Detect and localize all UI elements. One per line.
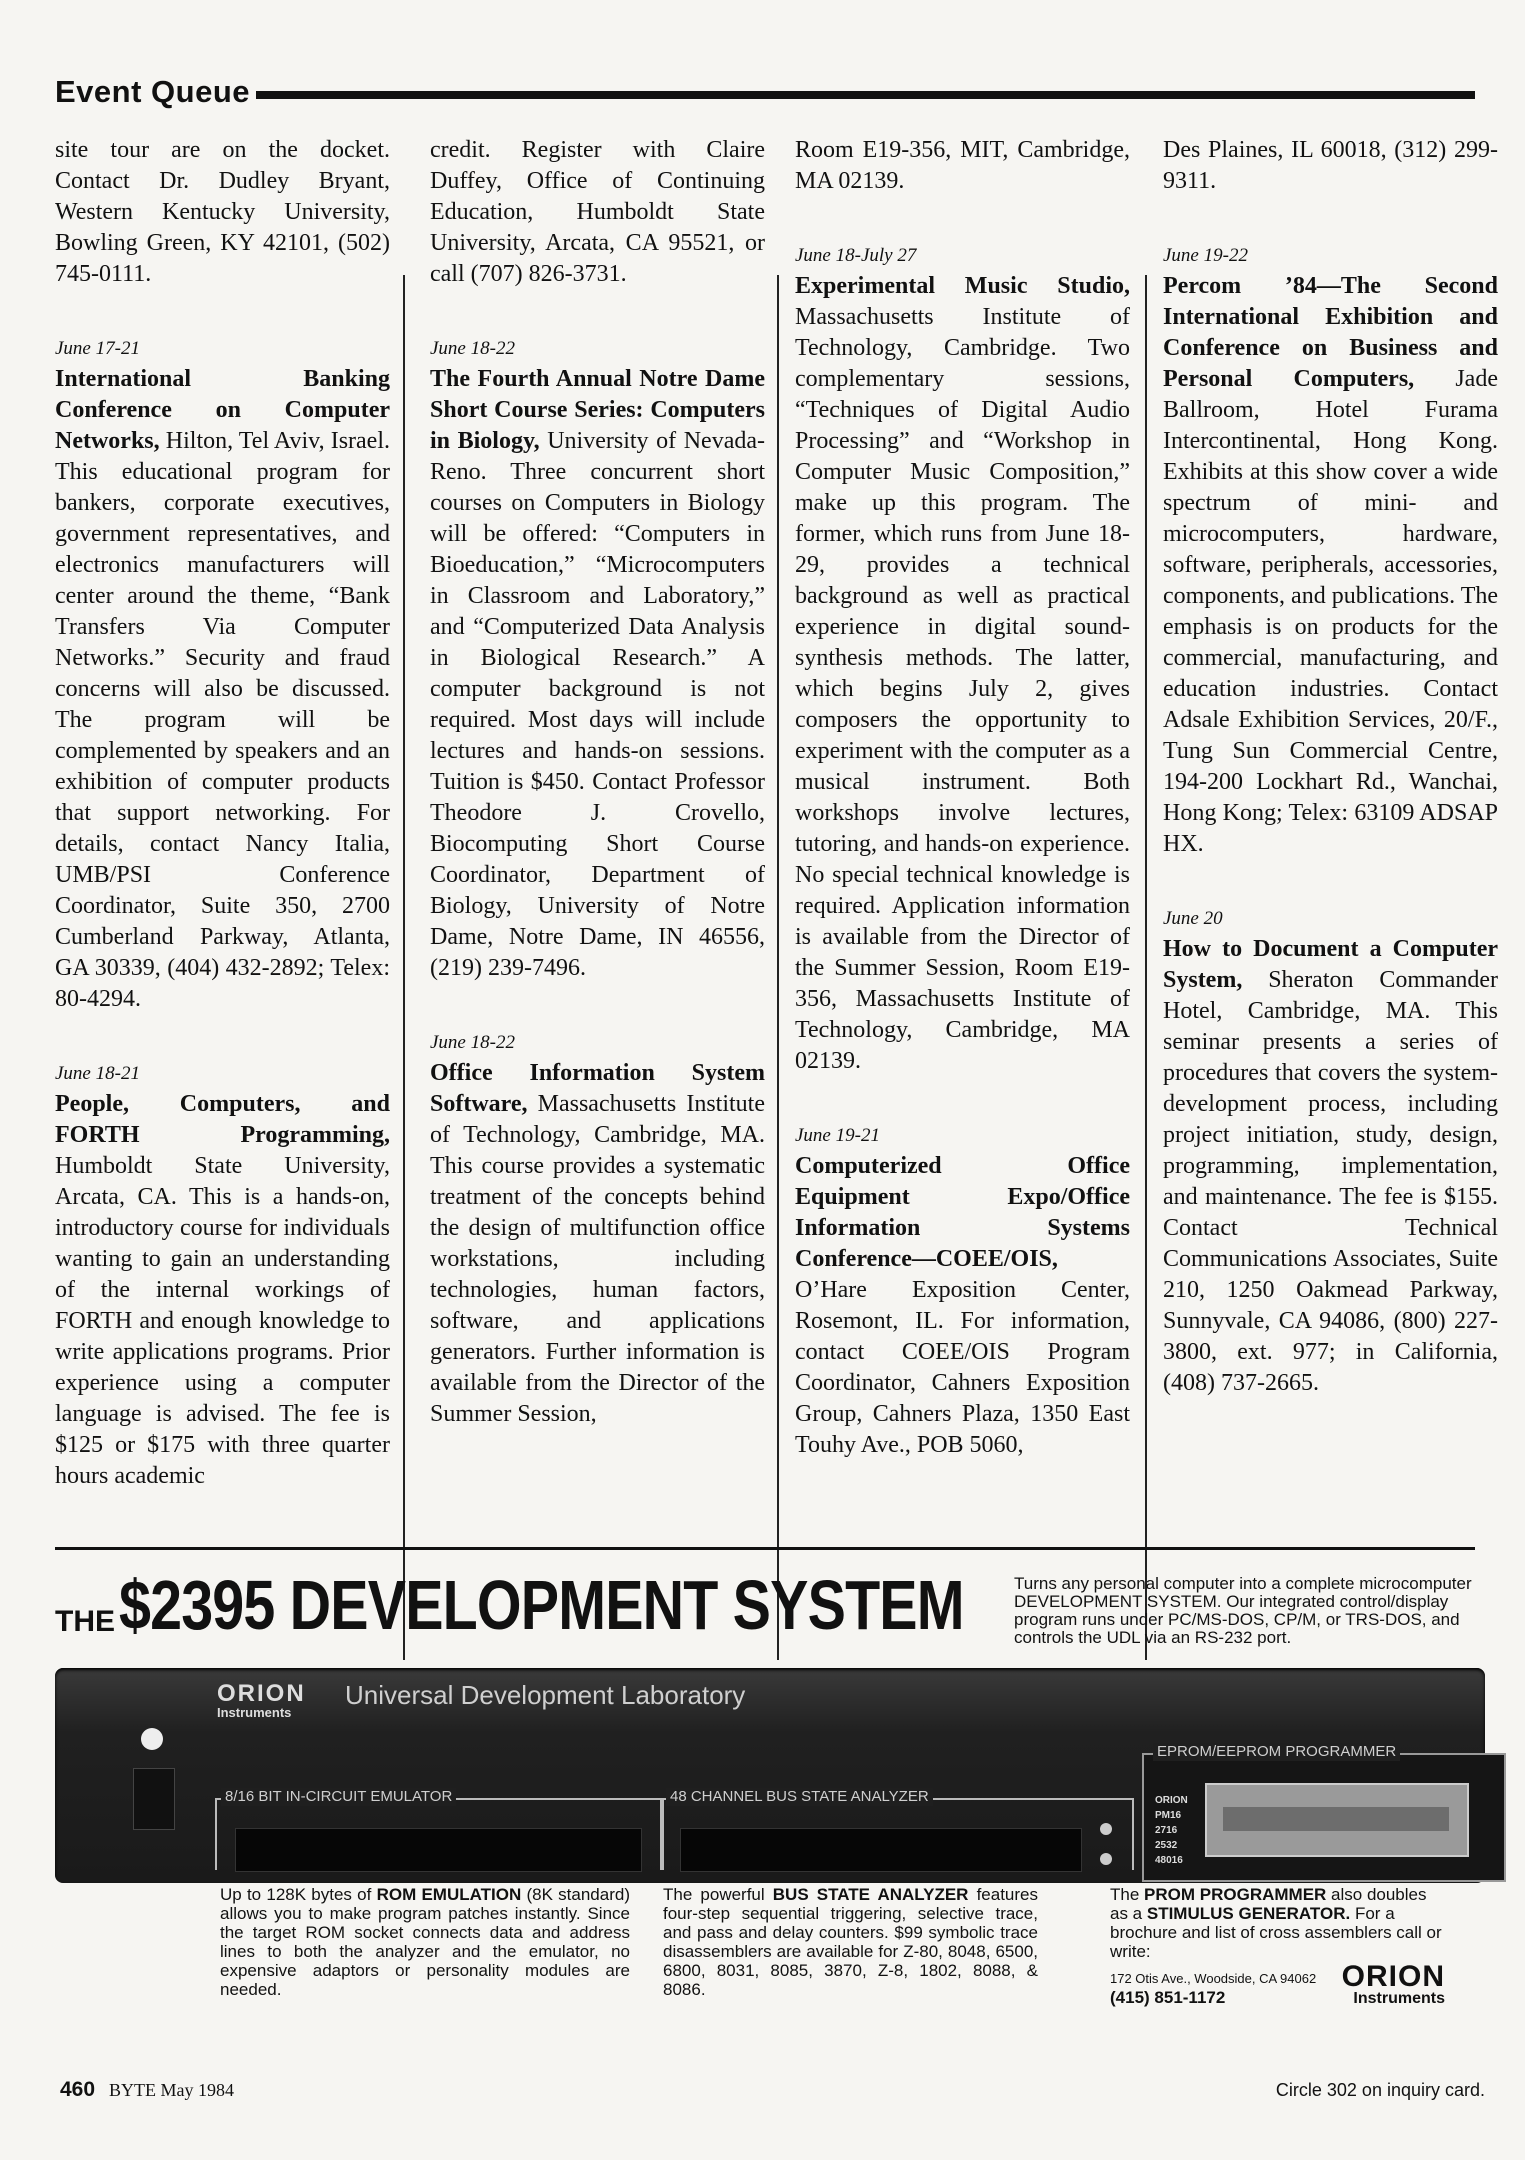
ad-copy-text: For a brochure and list of cross assemblers call or write:: [1110, 1904, 1442, 1961]
event-entry: [430, 1028, 765, 1430]
orion-logo-sub: Instruments: [1353, 1990, 1445, 2007]
panel-brand-sub: Instruments: [217, 1705, 292, 1720]
event-text: Hilton, Tel Aviv, Israel. This educational program for bankers, corporate executives, government representatives, and electronics manufacturers will center around the theme, “Bank Transfers Via Computer Networks.” Security and fraud concerns will also be discussed. The program will be complemented by speakers and an exhibition of computer products that support networking. For details, contact Nancy Italia, UMB/PSI Conference Coordinator, Suite 350, 2700 Cumberland Parkway, Atlanta, GA 30339, (404) 432-2892; Telex: 80-4294.: [55, 428, 390, 1012]
ad-copy-bold: ROM EMULATION: [376, 1885, 522, 1904]
spec-line: 2716: [1155, 1825, 1178, 1836]
event-title: How to Document a Computer System,: [1163, 936, 1498, 993]
spec-line: ORION: [1155, 1795, 1188, 1806]
event-date: June 18-21: [55, 1063, 140, 1084]
ad-contact-block: [1110, 1960, 1445, 2007]
event-entry: [430, 334, 765, 984]
analyzer-slot: [680, 1828, 1082, 1872]
power-switch: [133, 1768, 175, 1830]
event-text: Jade Ballroom, Hotel Furama Intercontinental, Hong Kong. Exhibits at this show cover a wide spectrum of mini- and microcomputers, hardware, software, peripherals, accessories, components, and publications. The emphasis is on products for the commercial, manufacturing, and education industries. Contact Adsale Exhibition Services, 20/F., Tung Sun Commercial Centre, 194-200 Lockhart Rd., Wanchai, Hong Kong; Telex: 63109 ADSAP HX.: [1163, 366, 1498, 857]
event-text: Humboldt State University, Arcata, CA. This is a hands-on, introductory course for individuals wanting to gain an understanding of the internal workings of FORTH and enough knowledge to write applications programs. Prior experience using a computer language is advised. The fee is $125 or $175 with three quarter hours academic: [55, 1153, 390, 1489]
event-text: site tour are on the docket. Contact Dr. Dudley Bryant, Western Kentucky University, Bowling Green, KY 42101, (502) 745-0111.: [55, 137, 390, 287]
ad-headline: [55, 1565, 1149, 1645]
event-entry: [795, 241, 1130, 1077]
zif-socket: [1205, 1783, 1469, 1857]
ad-copy-bold: BUS STATE ANALYZER: [772, 1885, 969, 1904]
ad-copy-text: The powerful: [663, 1885, 773, 1904]
event-entry: [55, 135, 390, 290]
column-2: [430, 135, 765, 1530]
event-title: Office Information System Software,: [430, 1060, 765, 1117]
analyzer-label: 48 CHANNEL BUS STATE ANALYZER: [666, 1788, 933, 1806]
event-entry: [1163, 904, 1498, 1399]
page-footer: [60, 2078, 234, 2102]
panel-brand: [217, 1682, 306, 1719]
event-date: June 18-22: [430, 1032, 515, 1053]
ad-copy-emulation: [220, 1885, 630, 1999]
event-date: June 18-July 27: [795, 245, 917, 266]
emulator-slot: [235, 1828, 642, 1872]
emulator-label: 8/16 BIT IN-CIRCUIT EMULATOR: [221, 1788, 456, 1806]
event-text: O’Hare Exposition Center, Rosemont, IL. For information, contact COEE/OIS Program Coordinator, Cahners Exposition Group, Cahners Plaza, 1350 East Touhy Ave., POB 5060,: [795, 1277, 1130, 1458]
event-text: Sheraton Commander Hotel, Cambridge, MA. This seminar presents a series of procedures that covers the system-development process, including project initiation, study, design, programming, implementation, and maintenance. The fee is $155. Contact Technical Communications Associates, Suite 210, 1250 Oakmead Parkway, Sunnyvale, CA 94086, (800) 227-3800, ext. 977; in California, (408) 737-2665.: [1163, 967, 1498, 1396]
event-title: Experimental Music Studio,: [795, 273, 1130, 299]
spec-line: 2532: [1155, 1840, 1178, 1851]
event-entry: [430, 135, 765, 290]
event-text: Massachusetts Institute of Technology, Cambridge. Two complementary sessions, “Techniques of Digital Audio Processing” and “Workshop in Computer Music Composition,” make up this program. The former, which runs from June 18-29, provides a technical background as well as practical experience in digital sound-synthesis methods. The latter, which begins July 2, gives composers the opportunity to experiment with the computer as a musical instrument. Both workshops involve lectures, tutoring, and hands-on experience. No special technical knowledge is required. Application information is available from the Director of the Summer Session, Room E19-356, Massachusetts Institute of Technology, Cambridge, MA 02139.: [795, 304, 1130, 1074]
event-title: Computerized Office Equipment Expo/Office Information Systems Conference—COEE/OIS,: [795, 1153, 1130, 1272]
event-text: University of Nevada-Reno. Three concurrent short courses on Computers in Biology will be offered: “Computers in Bioeducation,” “Microcomputers in Classroom and Laboratory,” and “Computerized Data Analysis in Biological Research.” A computer background is not required. Most days will include lectures and hands-on sessions. Tuition is $450. Contact Professor Theodore J. Crovello, Biocomputing Short Course Coordinator, Department of Biology, University of Notre Dame, Notre Dame, IN 46556, (219) 239-7496.: [430, 428, 765, 981]
zif-socket-body: [1223, 1807, 1449, 1831]
event-text: Des Plaines, IL 60018, (312) 299-9311.: [1163, 137, 1498, 194]
ad-copy-bold: PROM PROGRAMMER: [1144, 1885, 1327, 1904]
event-text: Room E19-356, MIT, Cambridge, MA 02139.: [795, 137, 1130, 194]
event-date: June 17-21: [55, 338, 140, 359]
inquiry-note: Circle 302 on inquiry card.: [1275, 2080, 1485, 2100]
ad-phone: (415) 851-1172: [1110, 1988, 1226, 2007]
ad-the: THE: [55, 1605, 115, 1638]
programmer-specs: [1155, 1793, 1188, 1868]
event-entry: [1163, 241, 1498, 860]
event-title: The Fourth Annual Notre Dame Short Course Series: Computers in Biology,: [430, 366, 765, 454]
ad-copy-text: also doubles as a: [1110, 1885, 1427, 1923]
panel-brand-name: ORION: [217, 1680, 306, 1707]
event-entry: [55, 1059, 390, 1492]
event-entry: [795, 135, 1130, 197]
event-entry: [1163, 135, 1498, 197]
product-photo: [55, 1668, 1485, 1883]
event-date: June 20: [1163, 908, 1223, 929]
event-title: People, Computers, and FORTH Programming,: [55, 1091, 390, 1148]
programmer-label: EPROM/EEPROM PROGRAMMER: [1153, 1743, 1400, 1761]
column-divider: [403, 275, 405, 1660]
ad-address: 172 Otis Ave., Woodside, CA 94062: [1110, 1971, 1317, 1986]
power-button: [141, 1728, 163, 1750]
ad-copy-analyzer: [663, 1885, 1038, 1999]
spec-line: 48016: [1155, 1855, 1183, 1866]
ad-title: $2395 DEVELOPMENT SYSTEM: [119, 1566, 964, 1644]
section-title: Event Queue: [55, 74, 250, 109]
event-date: June 18-22: [430, 338, 515, 359]
column-3: [795, 135, 1130, 1530]
event-date: June 19-21: [795, 1125, 880, 1146]
column-divider: [1145, 275, 1147, 1660]
ad-copy-text: The: [1110, 1885, 1145, 1904]
header-rule: [256, 91, 1475, 99]
panel-title: Universal Development Laboratory: [345, 1680, 746, 1710]
ad-copy-text: features four-step sequential triggering, selective trace, and pass and delay counters. $99 symbolic trace disassemblers are available for Z-80, 8048, 6500, 6800, 8031, 8085, 3870, Z-8, 1802, 8088, & 8086.: [663, 1885, 1039, 1999]
orion-logo: ORION: [1341, 1960, 1445, 1993]
event-entry: [55, 334, 390, 1015]
page-number: 460: [60, 2078, 96, 2101]
spec-line: PM16: [1155, 1810, 1182, 1821]
analyzer-knob: [1100, 1853, 1112, 1865]
event-text: credit. Register with Claire Duffey, Office of Continuing Education, Humboldt State University, Arcata, CA 95521, or call (707) 826-3731.: [430, 137, 765, 287]
event-date: June 19-22: [1163, 245, 1248, 266]
event-columns: [55, 135, 1498, 1530]
ad-copy-bold: STIMULUS GENERATOR.: [1146, 1904, 1351, 1923]
column-1: [55, 135, 390, 1530]
column-4: [1163, 135, 1498, 1530]
ad-copy-text: Up to 128K bytes of: [220, 1885, 377, 1904]
column-divider: [777, 275, 779, 1660]
ad-copy-programmer: [1110, 1885, 1445, 2007]
ad-blurb: Turns any personal computer into a complete microcomputer DEVELOPMENT SYSTEM. Our integrated control/display program runs under PC/MS-DOS, CP/M, or TRS-DOS, and controls the UDL via an RS-232 port.: [1014, 1574, 1472, 1647]
analyzer-knob: [1100, 1823, 1112, 1835]
section-header: [55, 74, 1475, 110]
event-title: Percom ’84—The Second International Exhibition and Conference on Business and Personal Computers,: [1163, 273, 1498, 392]
magazine-issue: BYTE May 1984: [109, 2080, 235, 2100]
ad-top-rule: [55, 1547, 1475, 1550]
ad-copy-text: (8K standard) allows you to make program patches instantly. Since the target ROM socket connects data and address lines to both the analyzer and the emulator, no expensive adaptors or personality modules are needed.: [220, 1885, 630, 1999]
event-text: Massachusetts Institute of Technology, Cambridge, MA. This course provides a systematic treatment of the concepts behind the design of multifunction office workstations, including technologies, human factors, software, and applications generators. Further information is available from the Director of the Summer Session,: [430, 1091, 765, 1427]
event-entry: [795, 1121, 1130, 1461]
event-title: International Banking Conference on Computer Networks,: [55, 366, 390, 454]
